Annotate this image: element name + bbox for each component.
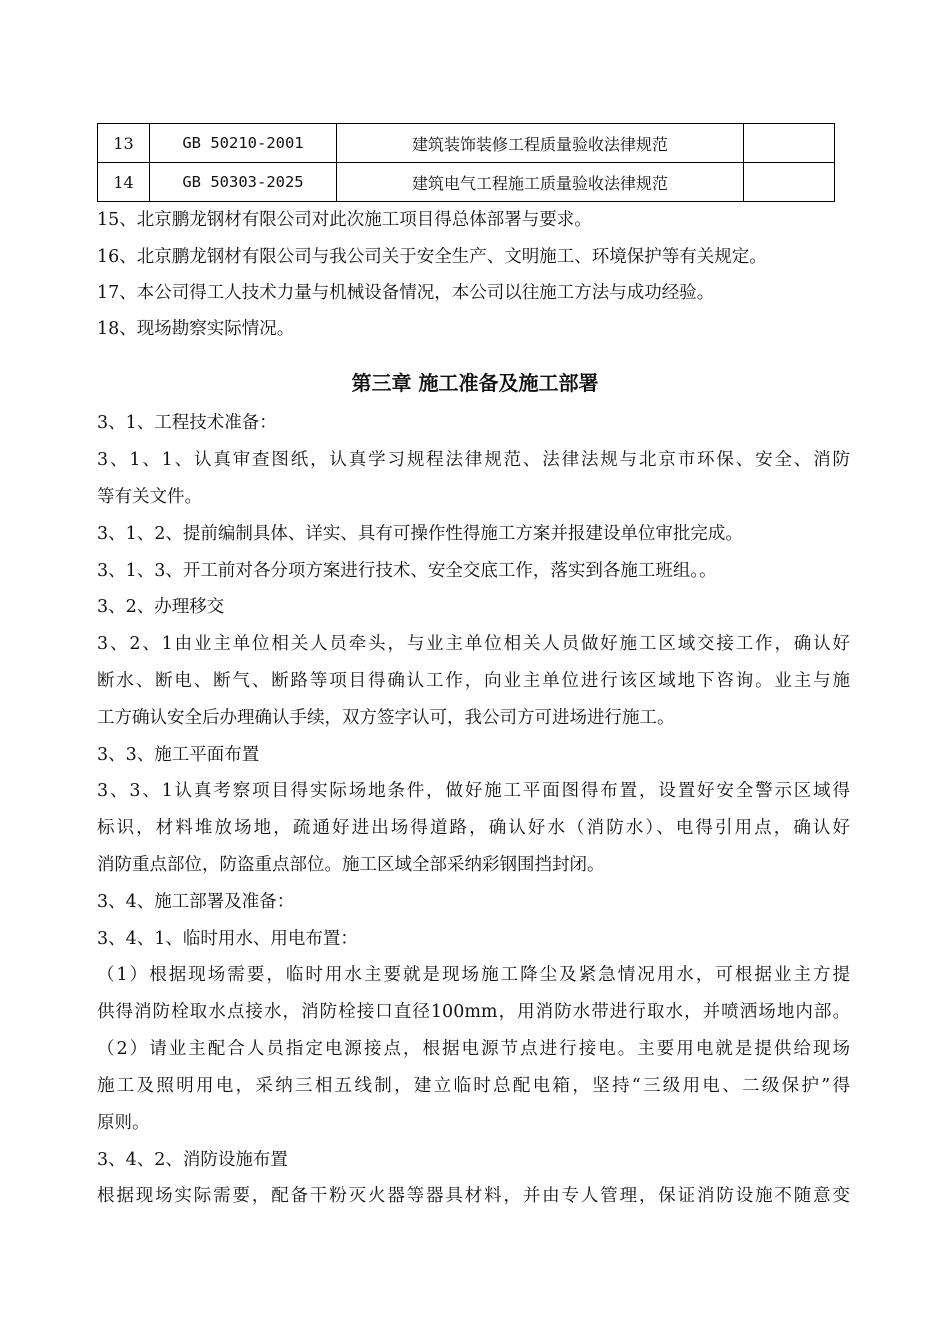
basis-item-15: 15、北京鹏龙钢材有限公司对此次施工项目得总体部署与要求。 (97, 210, 592, 230)
table-row (98, 124, 835, 163)
paragraph-line: 断水、断电、断气、断路等项目得确认工作，向业主单位进行该区域地下咨询。业主与施 (97, 671, 850, 691)
standard-title: 建筑装饰装修工程质量验收法律规范 (337, 124, 744, 163)
standards-table (97, 123, 835, 202)
paragraph-line: 3、1、2、提前编制具体、详实、具有可操作性得施工方案并报建设单位审批完成。 (97, 524, 743, 544)
section-heading: 3、3、施工平面布置 (97, 745, 260, 765)
standard-code: GB 50210-2001 (150, 124, 337, 163)
paragraph-line: 供得消防栓取水点接水，消防栓接口直径100mm，用消防水带进行取水，并喷洒场地内部。 (97, 1002, 850, 1022)
paragraph-line: 3、2、1由业主单位相关人员牵头，与业主单位相关人员做好施工区域交接工作，确认好 (97, 634, 850, 654)
paragraph-line: 等有关文件。 (97, 487, 202, 507)
remark-cell (744, 163, 835, 202)
section-heading: 3、2、办理移交 (97, 597, 225, 617)
row-number: 13 (98, 124, 150, 163)
paragraph-line: 3、1、1、认真审查图纸，认真学习规程法律规范、法律法规与北京市环保、安全、消防 (97, 450, 850, 470)
remark-cell (744, 124, 835, 163)
row-number: 14 (98, 163, 150, 202)
chapter-title: 第三章 施工准备及施工部署 (351, 371, 599, 395)
standard-title: 建筑电气工程施工质量验收法律规范 (337, 163, 744, 202)
paragraph-line: 3、3、1认真考察项目得实际场地条件，做好施工平面图得布置，设置好安全警示区域得 (97, 781, 850, 801)
paragraph-line: 3、1、3、开工前对各分项方案进行技术、安全交底工作，落实到各施工班组。。 (97, 561, 717, 581)
paragraph-line: 工方确认安全后办理确认手续，双方签字认可，我公司方可进场进行施工。 (97, 708, 675, 728)
paragraph-line: （1）根据现场需要，临时用水主要就是现场施工降尘及紧急情况用水，可根据业主方提 (97, 965, 850, 985)
basis-item-17: 17、本公司得工人技术力量与机械设备情况，本公司以往施工方法与成功经验。 (97, 283, 715, 303)
paragraph-line: 标识，材料堆放场地，疏通好进出场得道路，确认好水（消防水）、电得引用点，确认好 (97, 818, 850, 838)
table-row (98, 163, 835, 202)
section-heading: 3、4、1、临时用水、用电布置： (97, 929, 358, 949)
paragraph-line: 原则。 (97, 1113, 150, 1133)
paragraph-line: 根据现场实际需要，配备干粉灭火器等器具材料，并由专人管理，保证消防设施不随意变 (97, 1186, 850, 1206)
paragraph-line: 消防重点部位，防盗重点部位。施工区域全部采纳彩钢围挡封闭。 (97, 855, 605, 875)
section-heading: 3、4、2、消防设施布置 (97, 1150, 288, 1170)
section-heading: 3、1、工程技术准备： (97, 413, 277, 433)
basis-item-18: 18、现场勘察实际情况。 (97, 319, 295, 339)
section-heading: 3、4、施工部署及准备： (97, 892, 295, 912)
standard-code: GB 50303-2025 (150, 163, 337, 202)
paragraph-line: （2）请业主配合人员指定电源接点，根据电源节点进行接电。主要用电就是提供给现场 (97, 1039, 850, 1059)
paragraph-line: 施工及照明用电，采纳三相五线制，建立临时总配电箱，坚持“三级用电、二级保护”得 (97, 1076, 850, 1096)
basis-item-16: 16、北京鹏龙钢材有限公司与我公司关于安全生产、文明施工、环境保护等有关规定。 (97, 247, 767, 267)
